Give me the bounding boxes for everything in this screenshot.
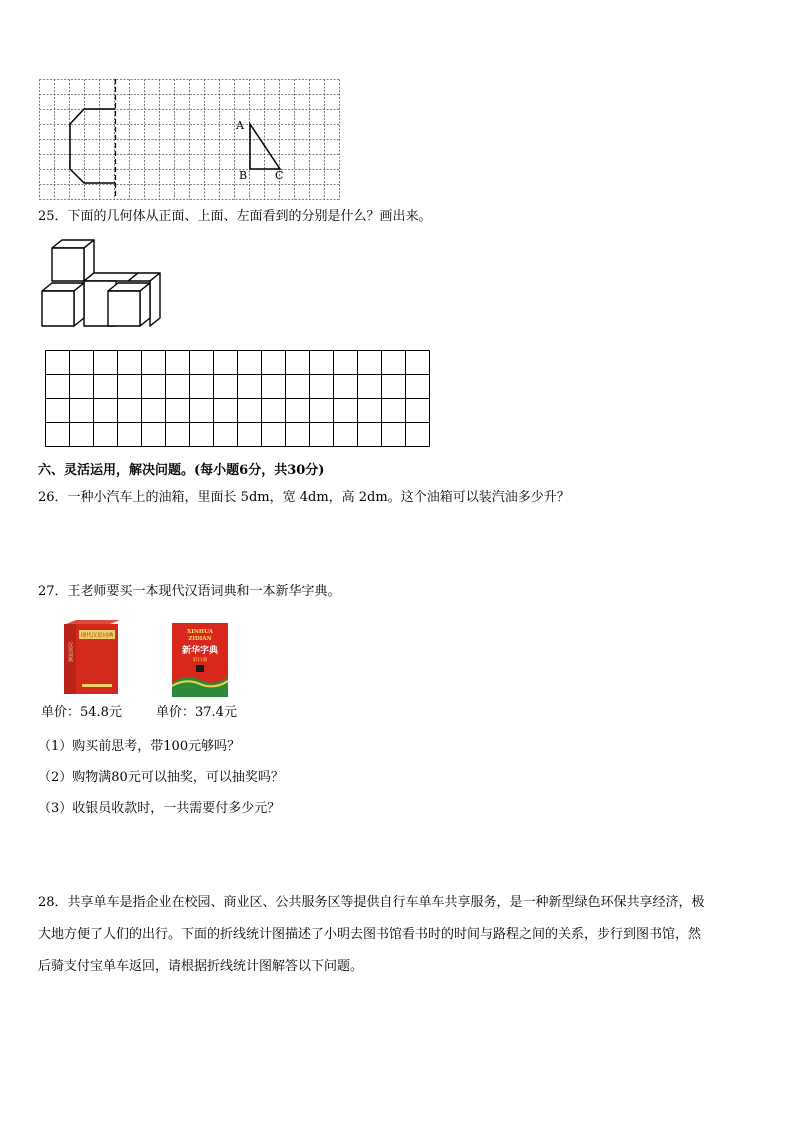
book-spine-title: 汉语词典	[67, 642, 73, 662]
book-emblem	[196, 665, 204, 672]
cube-side-face	[74, 283, 84, 326]
book-2-price: 单价：37.4元	[156, 705, 237, 720]
triangle-abc	[250, 124, 280, 169]
book-xinhua-dictionary	[172, 623, 228, 697]
book-cover-title: 新华字典	[181, 646, 219, 656]
book-pinyin-2: ZIDIAN	[188, 636, 212, 642]
question-28-line-2: 大地方便了人们的出行。下面的折线统计图描述了小明去图书馆看书时的时间与路程之间的关系，步行到图书馆，然	[38, 927, 702, 942]
point-b-label: B	[239, 169, 248, 182]
book-edition: 第11版	[192, 658, 208, 663]
question-28-line-1: 28．共享单车是指企业在校园、商业区、公共服务区等提供自行车单车共享服务，是一种新型绿色环保共享经济，极	[38, 895, 705, 910]
point-a-label: A	[236, 119, 244, 132]
cube-front-face	[42, 291, 74, 326]
grid-lines	[40, 80, 340, 200]
question-27-sub-3: （3）收银员收款时，一共需要付多少元？	[38, 801, 281, 816]
book-pinyin-1: XINHUA	[187, 629, 213, 635]
book-cover-title: 现代汉语词典	[80, 633, 114, 639]
cube-side-face	[150, 273, 160, 326]
book-bottom-strip	[82, 684, 112, 687]
question-27-sub-2: （2）购物满80元可以抽奖，可以抽奖吗？	[38, 770, 284, 785]
question-28-line-3: 后骑支付宝单车返回，请根据折线统计图解答以下问题。	[38, 959, 364, 974]
question-26: 26．一种小汽车上的油箱，里面长 5dm，宽 4dm，高 2dm。这个油箱可以装汽油多少升？	[38, 490, 570, 505]
question-27: 27．王老师要买一本现代汉语词典和一本新华字典。	[38, 584, 341, 599]
answer-grid-lines	[46, 351, 430, 447]
book-box-top	[66, 620, 120, 624]
cube-front-face	[52, 248, 84, 281]
section-6-heading: 六、灵活运用，解决问题。(每小题6分，共30分)	[38, 463, 325, 478]
point-c-label: C	[275, 169, 284, 182]
question-27-sub-1: （1）购买前思考，带100元够吗？	[38, 739, 241, 754]
grid-figure	[39, 79, 341, 201]
cube-top-face	[84, 273, 138, 281]
question-28	[38, 887, 754, 983]
cube-side-face	[140, 283, 150, 326]
answer-grid	[45, 350, 431, 448]
book-1-price: 单价：54.8元	[41, 705, 122, 720]
book-modern-chinese-dictionary	[62, 620, 122, 696]
question-25: 25．下面的几何体从正面、上面、左面看到的分别是什么？画出来。	[38, 209, 432, 224]
cube-figure	[40, 238, 164, 328]
half-shape-outline	[70, 109, 116, 183]
cube-front-face	[108, 291, 140, 326]
